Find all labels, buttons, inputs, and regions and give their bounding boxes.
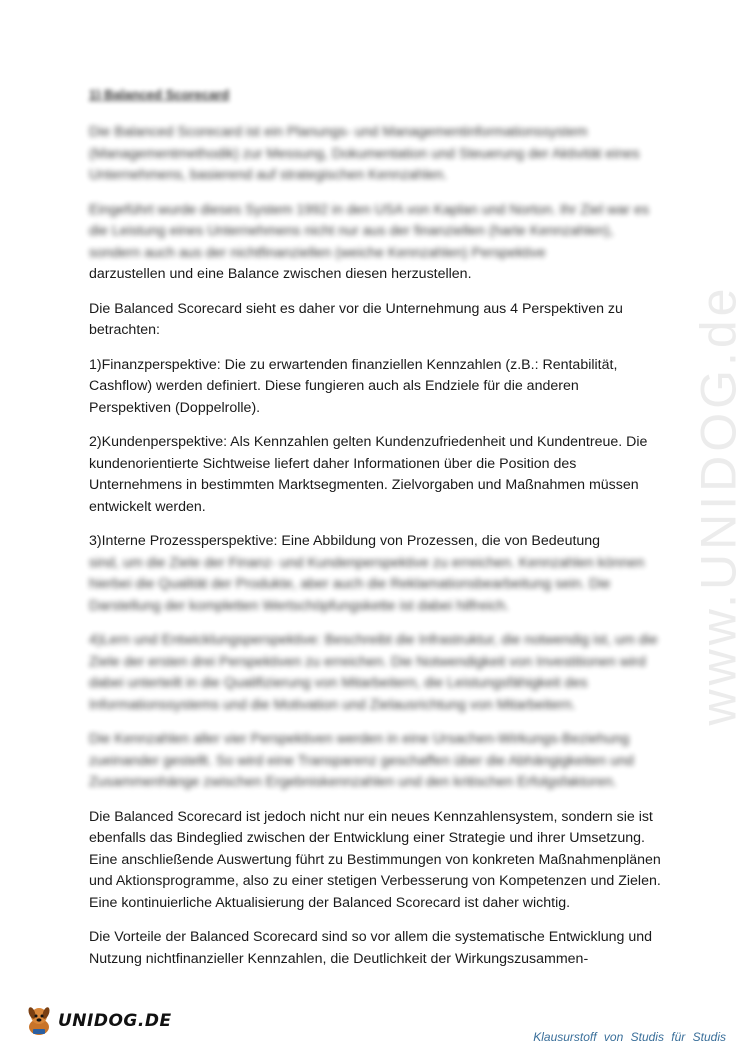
paragraph-process-blurred: sind, um die Ziele der Finanz- und Kundenperspektive zu erreichen. Kennzahlen können hierbei die Qualität der Produkte, aber auch die Reklamationsbearbeitung sein. Die Darstellung der kompletten Wertschöpfungskette ist dabei hilfreich.: [89, 554, 645, 614]
paragraph-customer-perspective: 2)Kundenperspektive: Als Kennzahlen gelten Kundenzufriedenheit und Kundentreue. Die kundenorientierte Sichtweise liefert daher Informationen über die Position des Unternehmens in bestimmten Marktsegmenten. Zielvorgaben und Maßnahmen müssen entwickelt werden.: [89, 434, 648, 515]
watermark: [688, 270, 748, 740]
footer-logo: [24, 1005, 172, 1037]
paragraph-perspectives-intro: Die Balanced Scorecard sieht es daher vor die Unternehmung aus 4 Perspektiven zu betrachten:: [89, 300, 623, 338]
paragraph-definition: Die Balanced Scorecard ist ein Planungs- und Managementinformationssystem (Managementmethodik) zur Messung, Dokumentation und Steuerung der Aktivität eines Unternehmens, basierend auf strategischen Kennzahlen.: [89, 124, 640, 183]
paragraph-learning-perspective: 4)Lern und Entwicklungsperspektive: Beschreibt die Infrastruktur, die notwendig ist, um die Ziele der ersten drei Perspektiven zu erreichen. Die Notwendigkeit von Investitionen wird dabei unterteilt in die Qualifizierung von Mitarbeitern, die Leistungsfähigkeit des Informationssystems und die Motivation und Zielausrichtung von Mitarbeitern.: [89, 632, 658, 713]
logo-text: UNIDOG.DE: [58, 1011, 172, 1031]
watermark-text: www.UNIDOG.de: [690, 284, 746, 726]
paragraph-history-blurred: Eingeführt wurde dieses System 1992 in den USA von Kaplan und Norton. Ihr Ziel war es die Leistung eines Unternehmens nicht nur aus der finanziellen (harte Kennzahlen), sondern auch aus der nichtfinanziellen (weiche Kennzahlen) Perspektive: [89, 201, 649, 261]
paragraph-history: [89, 200, 664, 286]
paragraph-cause-effect: Die Kennzahlen aller vier Perspektiven werden in eine Ursachen-Wirkungs-Beziehung zueinander gestellt. So wird eine Transparenz geschaffen über die Abhängigkeiten und Zusammenhänge zwischen Ergebniskennzahlen und den kritischen Erfolgsfaktoren.: [89, 731, 634, 790]
dog-mascot-icon: [24, 1005, 54, 1037]
paragraph-process-first-line: 3)Interne Prozessperspektive: Eine Abbildung von Prozessen, die von Bedeutung: [89, 533, 601, 549]
paragraph-history-last-line: darzustellen und eine Balance zwischen diesen herzustellen.: [89, 266, 472, 282]
paragraph-advantages: Die Vorteile der Balanced Scorecard sind so vor allem die systematische Entwicklung und Nutzung nichtfinanzieller Kennzahlen, die Deutlichkeit der Wirkungszusammen-: [89, 929, 653, 967]
section-heading: 1) Balanced Scorecard: [89, 87, 230, 102]
paragraph-process-perspective: [89, 531, 664, 617]
document-content: [89, 86, 664, 983]
paragraph-link-strategy: Die Balanced Scorecard ist jedoch nicht nur ein neues Kennzahlensystem, sondern sie ist ebenfalls das Bindeglied zwischen der Entwicklung einer Strategie und ihrer Umsetzung. Eine anschließende Auswertung führt zu Bestimmungen von konkreten Maßnahmenplänen und Aktionsprogramme, also zu einer stetigen Verbesserung von Kompetenzen und Zielen. Eine kontinuierliche Aktualisierung der Balanced Scorecard ist daher wichtig.: [89, 808, 661, 911]
footer-tagline: Klausurstoff von Studis für Studis: [533, 1030, 726, 1044]
paragraph-finance-perspective: 1)Finanzperspektive: Die zu erwartenden finanziellen Kennzahlen (z.B.: Rentabilität, Cashflow) werden definiert. Diese fungieren auch als Endziele für die anderen Perspektiven (Doppelrolle).: [89, 356, 618, 416]
